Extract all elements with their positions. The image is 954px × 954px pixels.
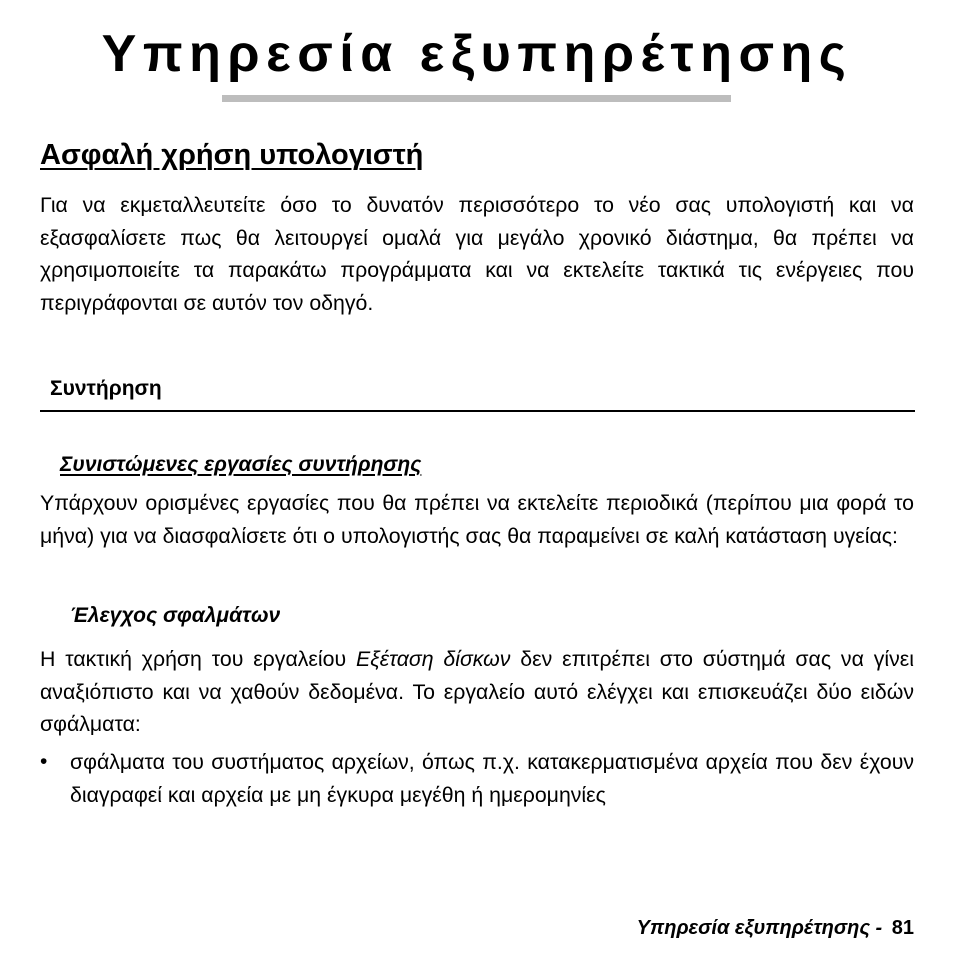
footer-section-title: Υπηρεσία εξυπηρέτησης -: [636, 917, 883, 939]
chapter-title: Υπηρεσία εξυπηρέτησης: [101, 25, 853, 83]
maintenance-divider: [40, 410, 915, 412]
recommended-tasks-heading: Συνιστώμενες εργασίες συντήρησης: [60, 453, 422, 476]
page-footer: [637, 914, 914, 942]
intro-paragraph: Για να εκμεταλλευτείτε όσο το δυνατόν περισσότερο το νέο σας υπολογιστή και να εξασφαλίσετε πως θα λειτουργεί ομαλά για μεγάλο χρονικό διάστημα, θα πρέπει να χρησιμοποιείτε τα παρακάτω προγράμματα και να εκτελείτε τακτικά τις ενέργειες που περιγράφονται σε αυτόν τον οδηγό.: [40, 193, 914, 315]
error-check-text-before: Η τακτική χρήση του εργαλείου: [40, 647, 356, 671]
recommended-tasks-paragraph: Υπάρχουν ορισμένες εργασίες που θα πρέπει να εκτελείτε περιοδικά (περίπου μια φορά το μήνα) για να διασφαλίσετε ότι ο υπολογιστής σας θα παραμείνει σε καλή κατάσταση υγείας:: [40, 491, 914, 548]
bullet-text: σφάλματα του συστήματος αρχείων, όπως π.χ. κατακερματισμένα αρχεία που δεν έχουν διαγραφεί και αρχεία με μη έγκυρα μεγέθη ή ημερομηνίες: [70, 750, 914, 807]
title-underline-bar: [222, 95, 731, 102]
bullet-list-item: [40, 746, 914, 811]
error-check-paragraph: [40, 643, 914, 741]
error-check-text-after: δεν επιτρέπει στο σύστημά σας να γίνει αναξιόπιστο και να χαθούν δεδομένα. Το εργαλείο αυτό ελέγχει και επισκευάζει δύο ειδών σφάλματα:: [40, 647, 914, 736]
error-check-heading: Έλεγχος σφαλμάτων: [70, 604, 281, 627]
maintenance-heading: Συντήρηση: [50, 377, 162, 400]
section-heading: Ασφαλή χρήση υπολογιστή: [40, 139, 424, 171]
page-number: 81: [891, 917, 914, 939]
disk-check-tool-name: Εξέταση δίσκων: [355, 647, 511, 671]
bullet-icon: •: [40, 750, 48, 773]
